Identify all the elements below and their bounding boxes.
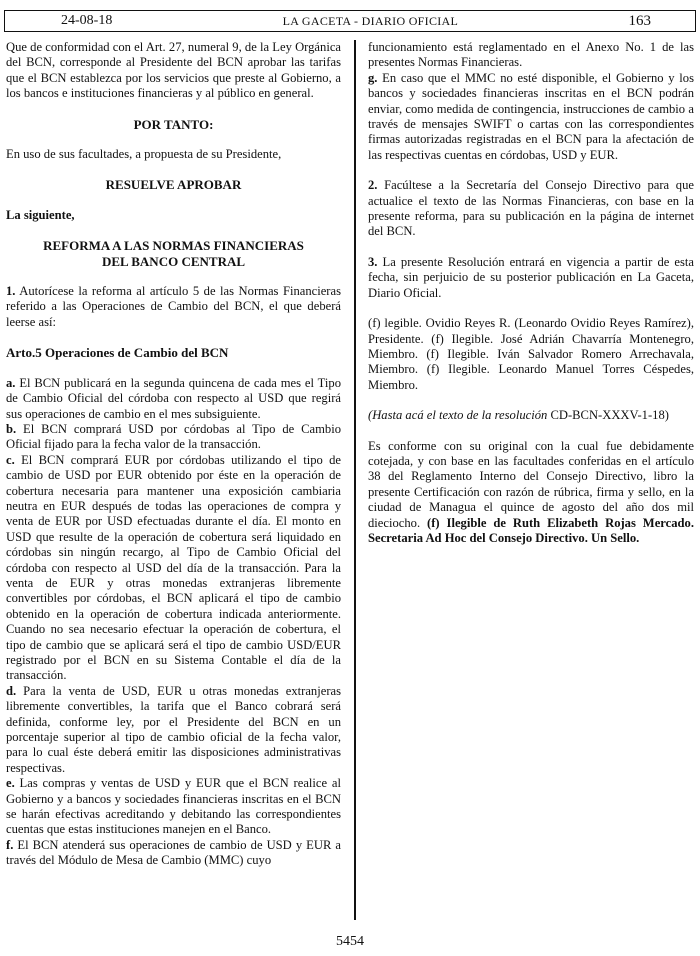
item-2-text: Facúltese a la Secretaría del Consejo Directivo para que actualice el texto de las Normas Financieras, con base en la presente reforma, para su publicación en la página de internet del BCN.	[368, 178, 694, 239]
clause-b-label: b.	[6, 421, 17, 436]
clause-a-label: a.	[6, 375, 16, 390]
clause-f-text: El BCN atenderá sus operaciones de cambio de USD y EUR a través del Módulo de Mesa de Cambio (MMC) cuyo	[6, 837, 341, 868]
reforma-title-line2: DEL BANCO CENTRAL	[101, 253, 246, 269]
left-column	[6, 40, 341, 869]
clause-f-label: f.	[6, 837, 14, 852]
reforma-title-line1: REFORMA A LAS NORMAS FINANCIERAS	[43, 238, 304, 254]
clause-c	[6, 453, 341, 684]
clause-e-label: e.	[6, 776, 15, 791]
hasta-aca-italic: (Hasta acá el texto de la resolución	[368, 408, 548, 423]
item-3-paragraph	[368, 255, 694, 301]
clause-f-continuation: funcionamiento está reglamentado en el Anexo No. 1 de las presentes Normas Financieras.	[368, 40, 694, 70]
clause-d-text: Para la venta de USD, EUR u otras monedas extranjeras libremente convertibles, la tarifa que el Banco cobrará será definida, conforme ley, por el Presidente del BCN en un porcentaje superior al tipo de cambio oficial de la fecha valor, para lo cual éste deberá emitir las disposiciones administrativas respectivas.	[6, 683, 341, 775]
clause-a-text: El BCN publicará en la segunda quincena de cada mes el Tipo de Cambio Oficial del córdoba con respecto al USD que regirá sus operaciones de cambio en el mes subsiguiente.	[6, 375, 341, 421]
clause-c-text: El BCN comprará EUR por córdobas utilizando el tipo de cambio de USD por EUR obtenido por éste en la operación de cobertura necesaria para mantener una exposición cambiaria neutra en EUR después de todas las operaciones de compra y venta de EUR por USD efectuadas durante el día. El monto en USD que resulte de la operación de cobertura será liquidado en córdobas sin ningún recargo, al Tipo de Cambio Oficial del córdoba con respecto al USD del día de la transacción. Para la venta de EUR y otras monedas extranjeras libremente convertibles por córdobas, el BCN aplicará el tipo de cambio obtenido en la operación de cobertura indicada anteriormente. Cuando no sea necesario efectuar la operación de cobertura, el tipo de cambio que se aplicará será el tipo de cambio USD/EUR registrado por el BCN en su Sistema Contable el día de la transacción.	[6, 452, 341, 683]
clause-a	[6, 376, 341, 422]
header-page-number: 163	[628, 12, 651, 29]
right-column	[368, 40, 694, 546]
por-tanto-heading: POR TANTO:	[133, 116, 214, 132]
certification-text: Es conforme con su original con la cual fue debidamente cotejada, y con base en las facultades conferidas en el artículo 38 del Reglamento Interno del Consejo Directivo, libro la presente Certificación con razón de rúbrica, firma y sello, en la ciudad de Managua el quince de agosto del año dos mil dieciocho.	[368, 438, 694, 530]
clause-e-text: Las compras y ventas de USD y EUR que el BCN realice al Gobierno y a bancos y sociedades financieras inscritas en el BCN se harán efectivas acreditando y debitando las correspondientes cuentas que estas instituciones manejen en el Banco.	[6, 776, 341, 837]
clause-g-text: En caso que el MMC no esté disponible, el Gobierno y los bancos y sociedades financieras inscritas en el BCN podrán enviar, como medida de contingencia, instrucciones de cambio a través de mensajes SWIFT o cartas con las correspondientes firmas autorizadas registradas en el BCN para la afectación de las respectivas cuentas en córdobas, USD y EUR.	[368, 70, 694, 162]
clause-e	[6, 776, 341, 838]
footer-page-number: 5454	[336, 934, 364, 949]
item-2-number: 2.	[368, 178, 378, 193]
column-divider	[354, 40, 356, 920]
siguiente-label: La siguiente,	[6, 207, 75, 222]
header-title: LA GACETA - DIARIO OFICIAL	[282, 13, 459, 28]
clause-d-label: d.	[6, 683, 17, 698]
item-1-text: Autorícese la reforma al artículo 5 de las Normas Financieras referido a las Operaciones de Cambio del BCN, el que deberá leerse así:	[6, 284, 341, 329]
hasta-aca-line	[368, 408, 694, 423]
clause-b-text: El BCN comprará USD por córdobas al Tipo de Cambio Oficial fijado para la fecha valor de la transacción.	[6, 421, 341, 452]
item-1-number: 1.	[6, 284, 16, 299]
clause-g-label: g.	[368, 70, 378, 85]
header-date: 24-08-18	[61, 13, 113, 28]
resuelve-heading: RESUELVE APROBAR	[105, 177, 242, 193]
clause-b	[6, 422, 341, 453]
article-5-title: Arto.5 Operaciones de Cambio del BCN	[6, 345, 229, 361]
item-2-paragraph	[368, 178, 694, 240]
certification-signature: (f) Ilegible de Ruth Elizabeth Rojas Mercado. Secretaria Ad Hoc del Consejo Directivo. Un Sello.	[368, 515, 694, 545]
item-1-paragraph	[6, 284, 341, 330]
signatures-paragraph: (f) legible. Ovidio Reyes R. (Leonardo Ovidio Reyes Ramírez), Presidente. (f) Ilegible. José Adrián Chavarría Montenegro, Miembro. (f) Ilegible. Iván Salvador Romero Arrechavala, Miembro. (f) Ilegible. Leonardo Manuel Torres Céspedes, Miembro.	[368, 316, 694, 392]
resolution-code: CD-BCN-XXXV-1-18)	[547, 408, 669, 423]
certification-paragraph	[368, 439, 694, 547]
intro-paragraph: Que de conformidad con el Art. 27, numeral 9, de la Ley Orgánica del BCN, corresponde al Presidente del BCN aprobar las tarifas que el BCN establezca por los servicios que preste al Gobierno, a los bancos e instituciones financieras y al público en general.	[6, 40, 341, 101]
item-3-number: 3.	[368, 254, 378, 269]
clause-c-label: c.	[6, 452, 15, 467]
clause-d	[6, 684, 341, 776]
clause-g	[368, 71, 694, 163]
page-header	[4, 10, 696, 32]
uso-paragraph: En uso de sus facultades, a propuesta de su Presidente,	[6, 147, 282, 162]
item-3-text: La presente Resolución entrará en vigencia a partir de esta fecha, sin perjuicio de su posterior publicación en La Gaceta, Diario Oficial.	[368, 254, 694, 300]
clause-f	[6, 838, 341, 869]
